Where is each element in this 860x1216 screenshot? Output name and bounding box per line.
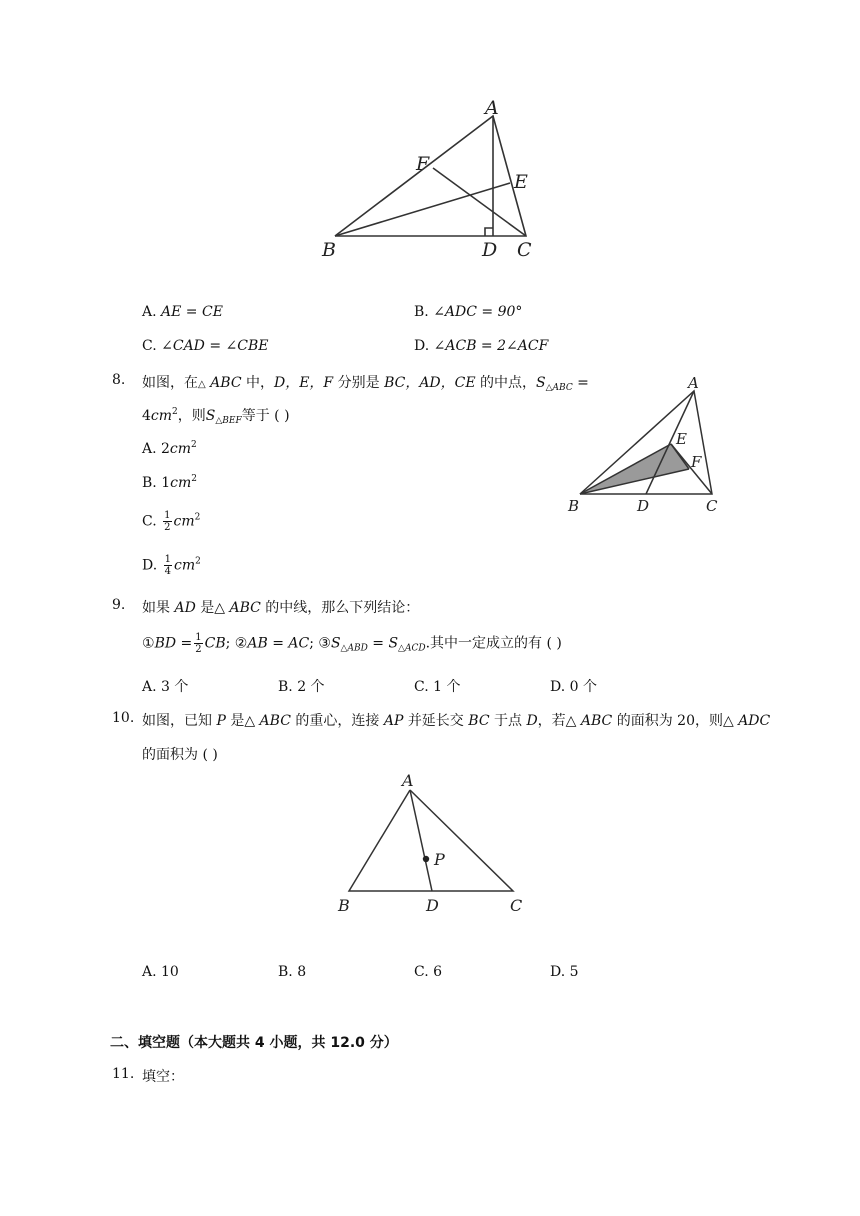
q9-option-b: B. 2 个 (278, 679, 325, 695)
q7-label-f: F (416, 153, 430, 175)
q8-text: △BEF (215, 416, 242, 426)
q8-stem-line1 (142, 372, 589, 393)
q10-text: AP (383, 713, 404, 729)
q8-text: cm (174, 557, 196, 574)
q8-half-fraction (163, 510, 171, 533)
q9-text: △ACD (398, 643, 426, 654)
q10-option-c: C. 6 (414, 964, 443, 980)
q8-text: B. 1 (142, 475, 171, 491)
q8-text: 1 (164, 510, 171, 521)
q8-text: 4 (164, 566, 172, 577)
q9-text: △ABD (340, 643, 368, 654)
q8-number: 8. (112, 372, 126, 388)
q9-text: △ ABC (214, 600, 261, 616)
q8-option-a (142, 440, 197, 457)
q10-label-c: C (510, 896, 523, 915)
q10-figure (330, 768, 530, 918)
q7-option-a-letter: A. (142, 304, 162, 320)
q8-text: cm (173, 513, 195, 530)
q8-quarter-fraction (164, 554, 172, 577)
q7-option-c-letter: C. (142, 338, 162, 354)
q10-text: 如图，已知 (142, 713, 212, 729)
q8-text: D，E，F (273, 375, 334, 391)
q9-text: ; ③ (309, 635, 331, 652)
q8-text: 中， (245, 375, 274, 391)
q9-text: AB = AC (247, 635, 310, 652)
q11-text: 填空： (142, 1069, 184, 1085)
q10-text: 是 (230, 713, 245, 729)
q10-label-b: B (338, 896, 350, 915)
q7-option-d-text: ∠ACB = 2∠ACF (433, 338, 549, 354)
q8-text: C. (142, 513, 162, 530)
section-title-fill-blank: 二、填空题（本大题共 4 小题，共 12.0 分） (110, 1035, 398, 1051)
q10-text: 的面积为 20，则 (616, 713, 723, 729)
q10-number: 10. (112, 710, 135, 726)
q9-text: AD (174, 600, 196, 616)
q9-text: BD = (154, 635, 193, 652)
q8-figure (560, 368, 740, 518)
q8-option-c (142, 510, 200, 533)
q8-text: 分别是 (337, 375, 380, 391)
q7-option-c (142, 338, 268, 354)
q8-label-e: E (676, 430, 687, 448)
q8-text: 2 (194, 512, 201, 523)
q10-text: 于点 (493, 713, 522, 729)
q10-stem-line2: 的面积为 ( ) (142, 747, 218, 763)
q8-text: S (205, 408, 216, 424)
q8-label-b: B (568, 497, 580, 515)
q8-label-a: A (688, 374, 699, 392)
q10-text: 的重心，连接 (295, 713, 380, 729)
q9-option-c: C. 1 个 (414, 679, 461, 695)
q8-text: 4 (142, 408, 151, 424)
q7-option-d (414, 338, 548, 354)
q8-stem-line2 (142, 405, 290, 426)
q10-label-a: A (402, 771, 414, 790)
q9-text: S (330, 635, 341, 652)
q9-half-fraction (194, 632, 202, 655)
q9-text: = (367, 635, 389, 652)
q8-text: 2 (164, 522, 171, 533)
q8-text: cm (170, 475, 192, 491)
q7-label-d: D (482, 239, 498, 261)
q8-text: 1 (164, 554, 172, 565)
q8-text: 2 (172, 407, 178, 417)
q9-text: 的中线，那么下列结论： (265, 600, 420, 616)
q8-text: 2 (195, 556, 201, 567)
q8-text: cm (150, 408, 173, 424)
q10-option-d: D. 5 (550, 964, 579, 980)
q9-text: .其中一定成立的有 ( ) (425, 635, 562, 652)
q9-stem (142, 597, 419, 617)
q9-text: ; ② (225, 635, 248, 652)
q8-text: ABC (210, 375, 242, 391)
q8-label-f: F (691, 453, 702, 471)
q8-text: BC，AD，CE (384, 375, 476, 391)
q9-text: S (388, 635, 399, 652)
q10-option-a: A. 10 (142, 964, 179, 980)
q8-text: △ABC (545, 383, 573, 393)
q8-option-d (142, 554, 201, 577)
q10-label-d: D (426, 896, 439, 915)
q9-conclusions (142, 632, 562, 655)
q8-text: A. 2 (142, 441, 170, 457)
q8-text: S (536, 375, 546, 391)
q7-option-a (142, 304, 223, 320)
q10-text: △ ABC (565, 713, 613, 729)
q10-text: △ ADC (722, 713, 771, 729)
q10-label-p: P (434, 850, 445, 869)
q8-text: cm (169, 441, 192, 457)
q8-text: ，则 (177, 408, 206, 424)
q7-label-a: A (485, 100, 499, 119)
q8-text: = (572, 375, 589, 391)
q8-label-c: C (706, 497, 718, 515)
q10-text: 并延长交 (407, 713, 464, 729)
q8-text: 2 (191, 440, 197, 450)
q10-text: ，若 (537, 713, 566, 729)
q7-label-b: B (322, 239, 336, 261)
q8-text: 等于 ( ) (241, 408, 290, 424)
q10-text: △ ABC (244, 713, 291, 729)
q9-text: ① (142, 635, 155, 652)
q8-text: D. (142, 557, 162, 574)
q7-option-a-text: AE = CE (161, 304, 223, 320)
q7-option-c-text: ∠CAD = ∠CBE (161, 338, 269, 354)
q7-label-e: E (514, 171, 528, 193)
q9-text: 1 (195, 632, 202, 643)
q7-label-c: C (517, 239, 532, 261)
q8-option-b (142, 474, 197, 491)
q10-text: BC (468, 713, 490, 729)
q9-text: CB (204, 635, 226, 652)
q8-text: 2 (191, 474, 197, 484)
q10-option-b: B. 8 (278, 964, 307, 980)
q11-number: 11. (112, 1066, 135, 1082)
q7-figure (310, 100, 550, 270)
q10-text: D (526, 713, 538, 729)
q9-text: 2 (195, 644, 202, 655)
q7-option-b-text: ∠ADC = 90° (433, 304, 523, 320)
q9-text: 如果 (142, 600, 170, 616)
q10-text: P (216, 713, 226, 729)
q9-text: 是 (200, 600, 215, 616)
q8-text: △ (198, 379, 206, 390)
q9-option-d: D. 0 个 (550, 679, 597, 695)
q8-text: 的中点， (480, 375, 537, 391)
q8-text: 如图，在 (142, 375, 198, 391)
q10-stem-line1 (142, 710, 770, 730)
q8-label-d: D (637, 497, 650, 515)
q7-option-b-letter: B. (414, 304, 434, 320)
q7-option-b (414, 304, 522, 320)
q9-number: 9. (112, 597, 126, 613)
q7-option-d-letter: D. (414, 338, 434, 354)
q9-option-a: A. 3 个 (142, 679, 189, 695)
